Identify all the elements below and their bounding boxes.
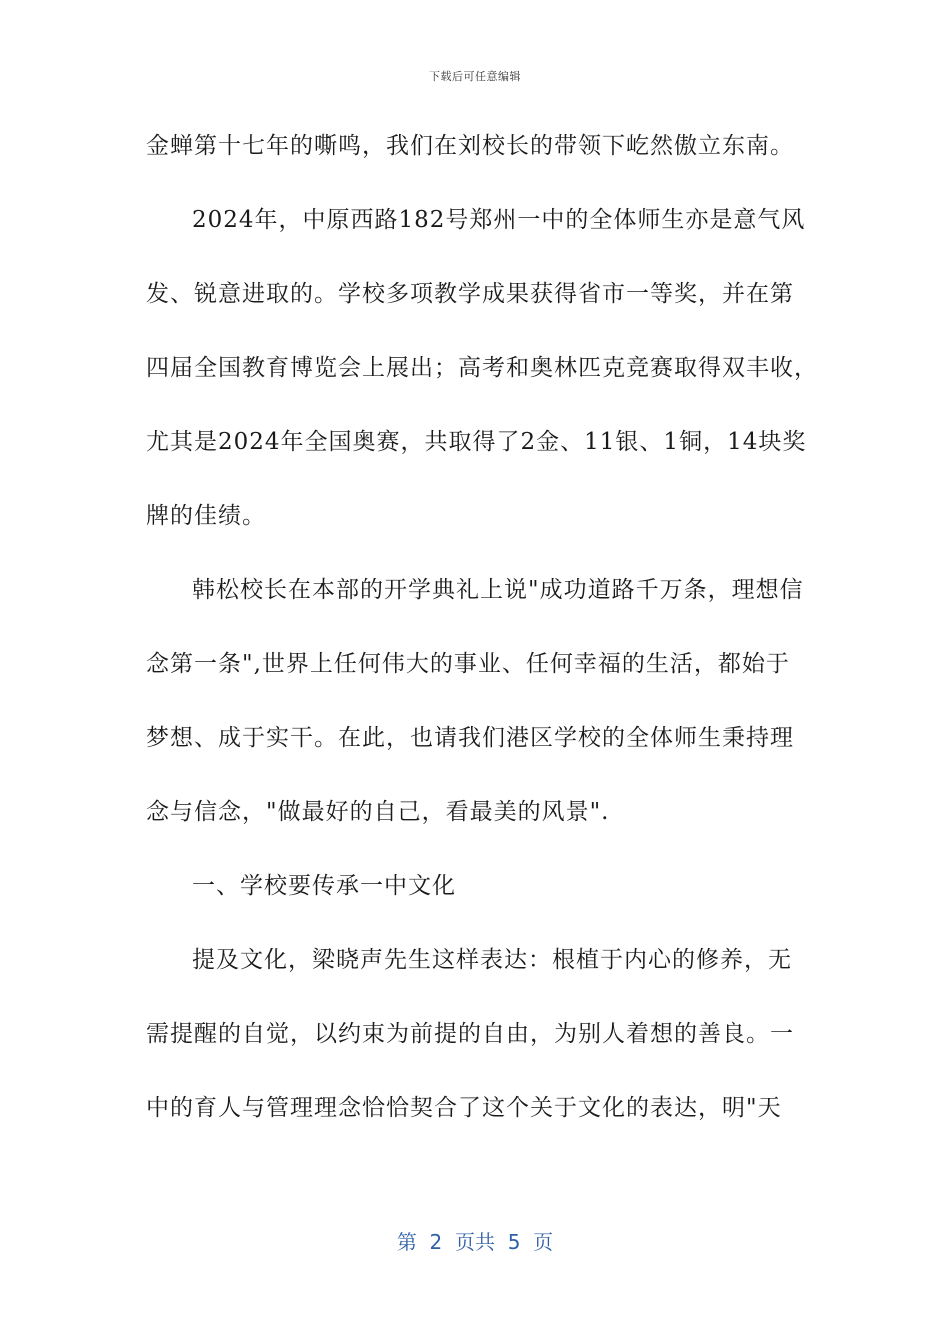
page-number-footer: 第 2 页共 5 页 xyxy=(396,1230,554,1254)
text-line: 四届全国教育博览会上展出；高考和奥林匹克竞赛取得双丰收， xyxy=(146,355,818,381)
text-line: 念第一条",世界上任何伟大的事业、任何幸福的生活，都始于 xyxy=(146,651,790,677)
paragraph-start-line: 2024年，中原西路182号郑州一中的全体师生亦是意气风 xyxy=(192,207,806,233)
text-line: 牌的佳绩。 xyxy=(146,503,266,529)
text-line: 金蝉第十七年的嘶鸣，我们在刘校长的带领下屹然傲立东南。 xyxy=(146,133,794,159)
text-line: 发、锐意进取的。学校多项教学成果获得省市一等奖，并在第 xyxy=(146,281,794,307)
text-line: 尤其是2024年全国奥赛，共取得了2金、11银、1铜，14块奖 xyxy=(146,429,807,455)
section-heading: 一、学校要传承一中文化 xyxy=(192,873,456,899)
paragraph-start-line: 韩松校长在本部的开学典礼上说"成功道路千万条，理想信 xyxy=(192,577,804,603)
text-line: 中的育人与管理理念恰恰契合了这个关于文化的表达，明"天 xyxy=(146,1095,782,1121)
header-note: 下载后可任意编辑 xyxy=(429,70,521,83)
text-line: 念与信念，"做最好的自己，看最美的风景". xyxy=(146,799,610,825)
text-line: 梦想、成于实干。在此，也请我们港区学校的全体师生秉持理 xyxy=(146,725,794,751)
document-body xyxy=(146,128,818,1164)
text-line: 需提醒的自觉，以约束为前提的自由，为别人着想的善良。一 xyxy=(146,1021,794,1047)
paragraph-start-line: 提及文化，梁晓声先生这样表达：根植于内心的修养，无 xyxy=(192,947,792,973)
